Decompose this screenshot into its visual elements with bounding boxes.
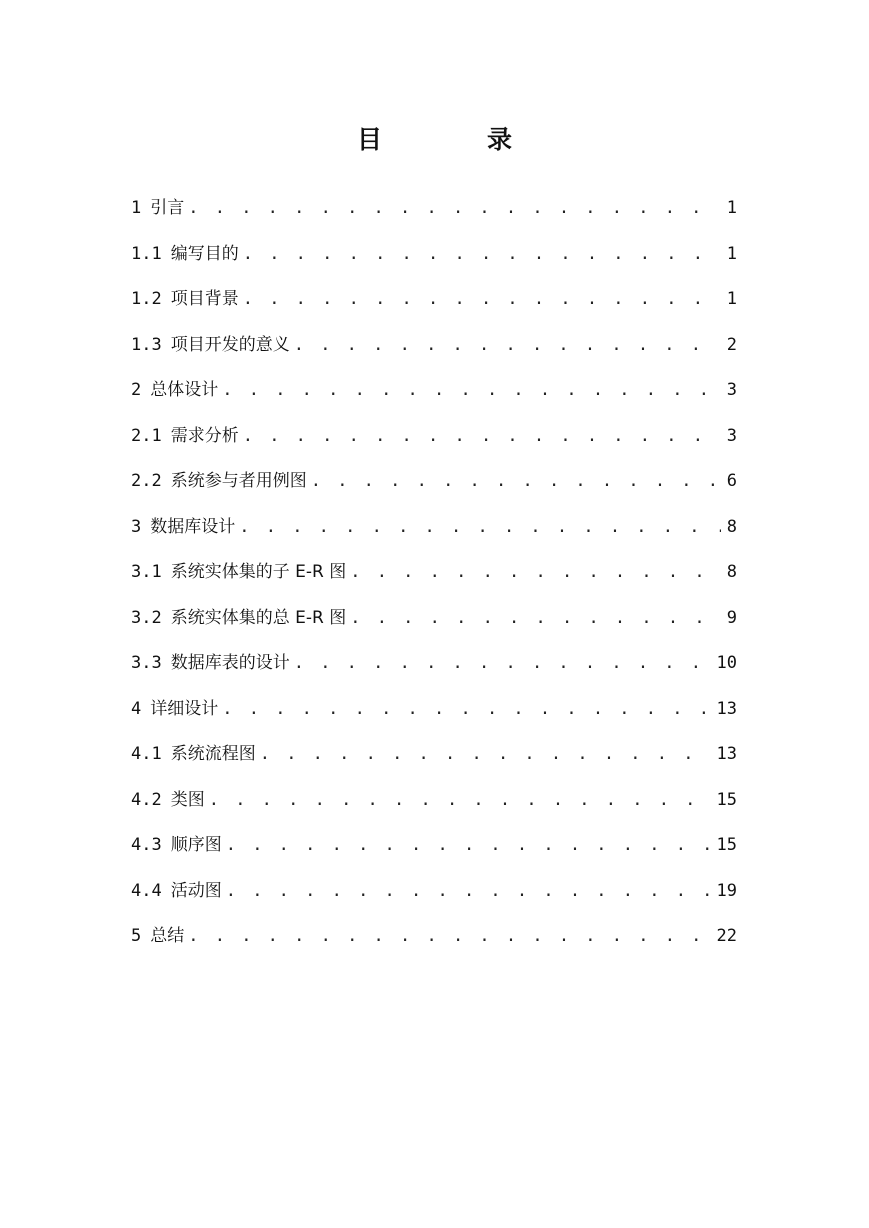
toc-entry-number: 1 [131, 198, 142, 218]
toc-dot-leader [350, 550, 721, 596]
toc-entry[interactable] [131, 323, 737, 369]
toc-entry-title: 系统流程图 [170, 744, 256, 764]
toc-dot-leader [226, 869, 711, 915]
toc-entry-title: 详细设计 [150, 698, 219, 719]
toc-entry-number: 1.2 [131, 289, 162, 309]
toc-entry-number: 4.1 [131, 744, 162, 764]
toc-entry-page: 8 [726, 516, 737, 537]
toc-entry[interactable] [131, 914, 737, 960]
toc-entry[interactable] [131, 732, 737, 778]
toc-entry-page: 3 [726, 380, 737, 400]
toc-dot-leader [311, 459, 721, 505]
toc-entry-title: 总体设计 [150, 380, 219, 400]
toc-dot-leader [188, 186, 721, 232]
toc-entry[interactable] [131, 232, 737, 278]
toc-entry-page: 19 [716, 880, 737, 901]
toc-entry[interactable] [131, 869, 737, 915]
toc-entry-title: 活动图 [170, 880, 222, 901]
toc-entry[interactable] [131, 823, 737, 869]
toc-entry-number: 3.3 [131, 653, 162, 673]
toc-entry-title: 引言 [150, 198, 185, 218]
toc-entry-number: 5 [131, 926, 142, 946]
toc-dot-leader [243, 232, 721, 278]
toc-entry-title: 顺序图 [170, 835, 222, 855]
toc-entry[interactable] [131, 641, 737, 687]
toc-entry[interactable] [131, 596, 737, 642]
toc-entry-page: 9 [726, 607, 737, 628]
toc-dot-leader [226, 823, 711, 869]
toc-dot-leader [294, 323, 721, 369]
toc-dot-leader [209, 778, 711, 824]
toc-entry-page: 13 [716, 698, 737, 719]
toc-dot-leader [243, 277, 721, 323]
toc-entry-page: 1 [726, 198, 737, 218]
toc-entry-page: 2 [726, 334, 737, 355]
toc-dot-leader [222, 368, 721, 414]
toc-entry-number: 1.3 [131, 334, 162, 355]
toc-entry[interactable] [131, 459, 737, 505]
toc-entry-number: 3 [131, 516, 142, 537]
toc-entry-page: 1 [726, 289, 737, 309]
toc-dot-leader [222, 687, 710, 733]
toc-entry-page: 6 [726, 471, 737, 491]
toc-entry-number: 1.1 [131, 243, 162, 264]
toc-entry[interactable] [131, 368, 737, 414]
toc-entry-page: 22 [716, 926, 737, 946]
toc-entry-number: 2 [131, 380, 142, 400]
toc-entry-title: 总结 [150, 926, 185, 946]
toc-entry-title: 项目开发的意义 [170, 334, 290, 355]
toc-dot-leader [239, 505, 721, 551]
toc-entry[interactable] [131, 687, 737, 733]
toc-entry-title: 项目背景 [170, 289, 239, 309]
toc-entry-page: 10 [716, 653, 737, 673]
toc-entry-number: 3.2 [131, 607, 162, 628]
toc-entry-page: 15 [716, 835, 737, 855]
toc-entry[interactable] [131, 550, 737, 596]
toc-entry-page: 15 [716, 789, 737, 810]
toc-entry-number: 4.2 [131, 789, 162, 810]
toc-entry[interactable] [131, 414, 737, 460]
toc-dot-leader [294, 641, 711, 687]
toc-entry-number: 2.1 [131, 425, 162, 446]
toc-entry-number: 4.4 [131, 880, 162, 901]
toc-entry-number: 3.1 [131, 562, 162, 582]
toc-entry-title: 系统参与者用例图 [170, 471, 307, 491]
toc-entry-page: 13 [716, 744, 737, 764]
toc-dot-leader [243, 414, 721, 460]
toc-entry-title: 需求分析 [170, 425, 239, 446]
toc-entry[interactable] [131, 277, 737, 323]
toc-entry-title: 数据库表的设计 [170, 653, 290, 673]
toc-entry-number: 4 [131, 698, 142, 719]
toc-dot-leader [350, 596, 721, 642]
toc-entry-number: 4.3 [131, 835, 162, 855]
toc-entry[interactable] [131, 778, 737, 824]
toc-entry[interactable] [131, 505, 737, 551]
toc-entry-title: 编写目的 [170, 243, 239, 264]
toc-entry-title: 系统实体集的子 E-R 图 [170, 562, 347, 582]
toc-dot-leader [188, 914, 710, 960]
toc-entry-title: 系统实体集的总 E-R 图 [170, 607, 347, 628]
page-title: 目 录 [356, 125, 552, 154]
toc-entry-page: 8 [726, 562, 737, 582]
toc-entry-page: 1 [726, 243, 737, 264]
toc-dot-leader [260, 732, 711, 778]
toc-entry-title: 数据库设计 [150, 516, 236, 537]
table-of-contents [131, 186, 737, 960]
toc-entry-title: 类图 [170, 789, 205, 810]
toc-entry[interactable] [131, 186, 737, 232]
toc-entry-page: 3 [726, 425, 737, 446]
toc-entry-number: 2.2 [131, 471, 162, 491]
